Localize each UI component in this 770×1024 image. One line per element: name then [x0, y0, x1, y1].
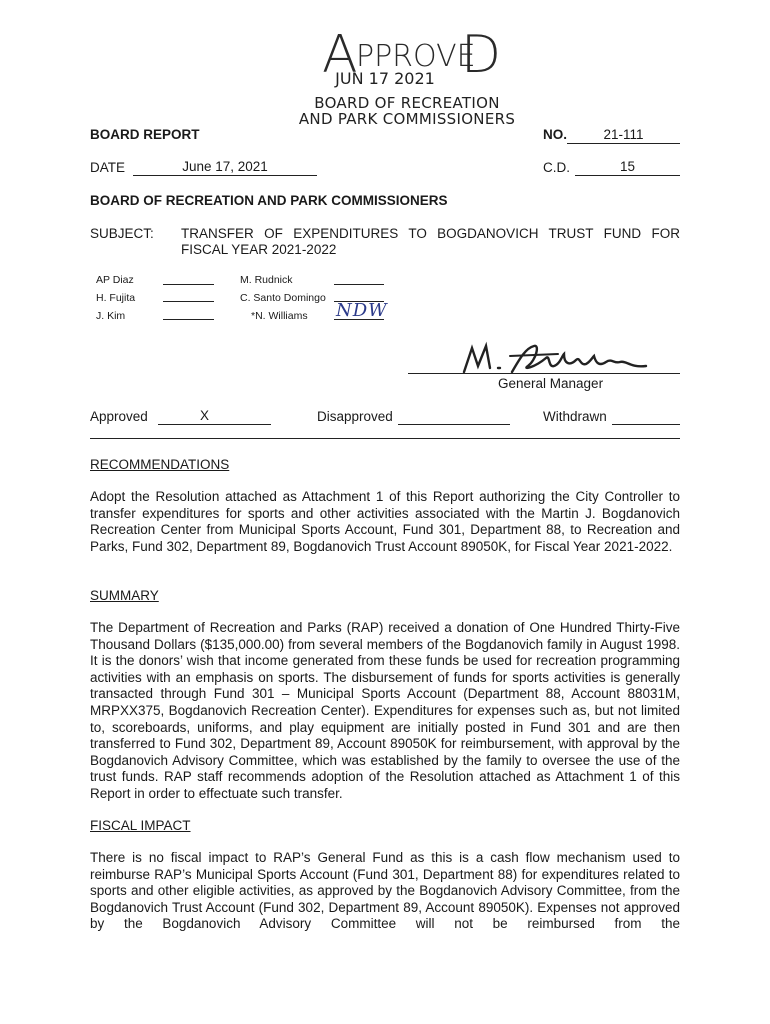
- section-divider: [90, 438, 680, 439]
- stamp-board-line-2: AND PARK COMMISSIONERS: [298, 110, 516, 128]
- commissioner-name: AP Diaz: [96, 274, 134, 286]
- commissioner-name: M. Rudnick: [240, 274, 293, 286]
- commissioner-initial-line: [163, 319, 214, 320]
- disapproved-label: Disapproved: [317, 409, 393, 424]
- disapproved-line: [398, 424, 510, 425]
- commissioner-initial-line: [163, 301, 214, 302]
- summary-text: The Department of Recreation and Parks (RAP) received a donation of One Hundred Thirty-Five Thousand Dollars ($135,000.00) from several members of the Bogdanovich family in August 1998. It is the donors’ wish that income generated from these funds be used for recreation programming activities with an emphasis on sports. The disbursement of funds for sports activities is generally transacted through Fund 301 – Municipal Sports Account (Department 88, Account 88031M, MRPXX375, Bogdanovich Recreation Center). Expenditures for expenses such as, but not limited to, scoreboards, uniforms, and play equipment are initially posted in Fund 301 and are then transferred to Fund 302, Department 89, Account 89050K for reimbursement, with approval by the Bogdanovich Advisory Committee, which was established by the family to oversee the use of the trust funds. RAP staff recommends adoption of the Resolution attached as Attachment 1 of this Report in order to effectuate such transfer.: [90, 620, 680, 801]
- date-label: DATE: [90, 160, 126, 175]
- subject-line-2: FISCAL YEAR 2021-2022: [181, 242, 337, 257]
- withdrawn-label: Withdrawn: [543, 409, 607, 424]
- cd-label: C.D.: [543, 160, 570, 175]
- recommendations-text: Adopt the Resolution attached as Attachment 1 of this Report authorizing the City Controller to transfer expenditures for sports and other activities associated with the Martin J. Bogdanovich Recreation Center from Municipal Sports Account, Fund 301, Department 88, to Recreation and Parks, Fund 302, Department 89, Bogdanovich Trust Account 89050K, for Fiscal Year 2021-2022.: [90, 489, 680, 554]
- board-report-label: BOARD REPORT: [90, 127, 200, 142]
- date-value: June 17, 2021: [133, 159, 317, 176]
- stamp-date: JUN 17 2021: [335, 69, 435, 88]
- report-number-label: NO.: [543, 127, 568, 142]
- commissioner-name: J. Kim: [96, 310, 126, 322]
- cd-value: 15: [575, 159, 680, 176]
- svg-text:PPROVE: PPROVE: [356, 39, 476, 74]
- subject-label: SUBJECT:: [90, 226, 154, 241]
- subject-line-1: TRANSFER OF EXPENDITURES TO BOGDANOVICH TRUST FUND FOR: [181, 226, 680, 241]
- stamp-board-line-1: BOARD OF RECREATION: [314, 94, 500, 112]
- commissioner-name: C. Santo Domingo: [240, 292, 326, 304]
- approved-stamp-word: [0, 20, 770, 100]
- recommendations-heading: RECOMMENDATIONS: [90, 457, 230, 472]
- summary-heading: SUMMARY: [90, 588, 159, 603]
- commissioner-initial-line: [334, 284, 384, 285]
- approved-mark: X: [158, 408, 271, 425]
- general-manager-signature: [450, 338, 690, 378]
- report-number-value: 21-111: [567, 127, 680, 144]
- general-manager-title: General Manager: [498, 376, 604, 391]
- commissioner-name: *N. Williams: [251, 310, 308, 322]
- signature-line: [408, 373, 680, 374]
- williams-handwritten-initials: NDW: [336, 300, 388, 321]
- withdrawn-line: [612, 424, 680, 425]
- fiscal-impact-text: There is no fiscal impact to RAP’s General Fund as this is a cash flow mechanism used to reimburse RAP’s Municipal Sports Account (Fund 301, Department 88) for expenditures related to sports and other eligible activities, as approved by the Bogdanovich Advisory Committee, from the Bogdanovich Trust Account (Fund 302, Department 89, Account 89050K). Expenses not approved by the Bogdanovich Advisory Committee will not be reimbursed from the: [90, 850, 680, 932]
- approved-label: Approved: [90, 409, 148, 424]
- commissioner-initial-line: [163, 284, 214, 285]
- commissioner-name: H. Fujita: [96, 292, 136, 304]
- board-title: BOARD OF RECREATION AND PARK COMMISSIONERS: [90, 193, 448, 208]
- approved-stamp: [0, 0, 770, 130]
- fiscal-impact-heading: FISCAL IMPACT: [90, 818, 191, 833]
- svg-text:A: A: [322, 25, 358, 85]
- svg-text:D: D: [461, 25, 502, 85]
